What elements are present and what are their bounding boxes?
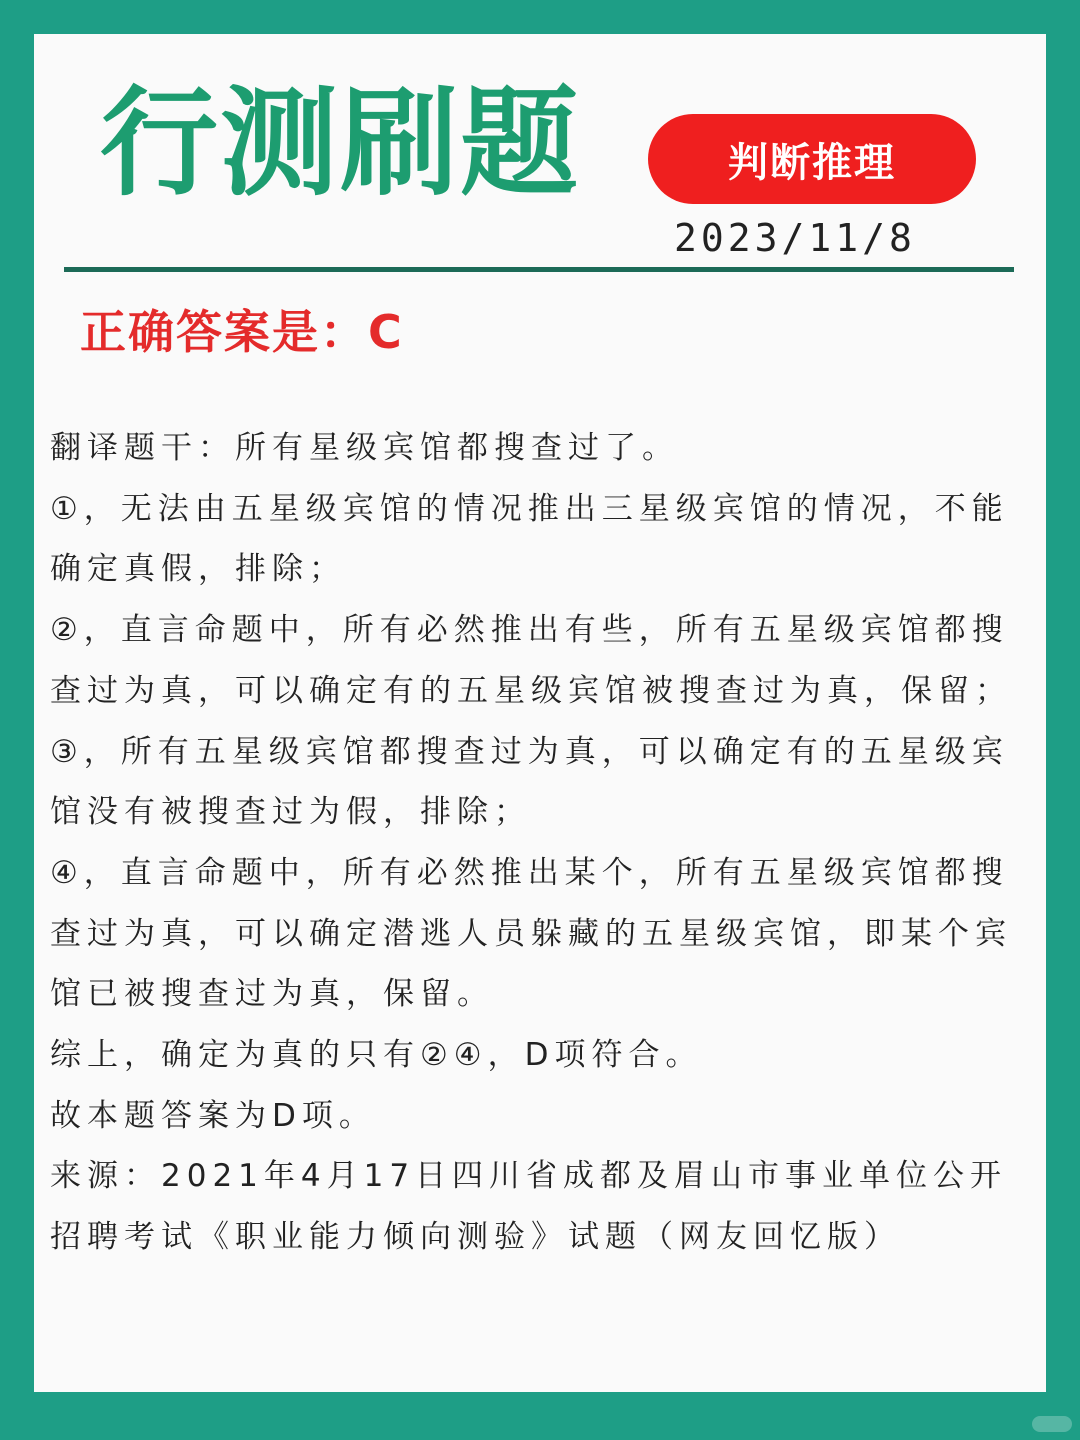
explanation-paragraph: ③，所有五星级宾馆都搜查过为真，可以确定有的五星级宾馆没有被搜查过为假，排除；: [50, 733, 1009, 831]
explanation-paragraph: 综上，确定为真的只有②④，D项符合。: [50, 1037, 703, 1074]
correct-answer: 正确答案是：C: [80, 305, 404, 359]
page-title: 行测刷题: [100, 74, 581, 212]
explanation-paragraph: 故本题答案为D项。: [50, 1097, 376, 1134]
post-date: 2023/11/8: [674, 216, 916, 260]
explanation-paragraph: ①，无法由五星级宾馆的情况推出三星级宾馆的情况，不能确定真假，排除；: [50, 490, 1009, 588]
explanation-paragraph: ④，直言命题中，所有必然推出某个，所有五星级宾馆都搜查过为真，可以确定潜逃人员躲藏的五星级宾馆，即某个宾馆已被搜查过为真，保留。: [50, 854, 1012, 1013]
watermark: [1032, 1416, 1072, 1432]
header-divider: [64, 267, 1014, 272]
explanation: [50, 418, 1044, 1268]
explanation-paragraph: ②，直言命题中，所有必然推出有些，所有五星级宾馆都搜查过为真，可以确定有的五星级宾馆被搜查过为真，保留；: [50, 612, 1012, 709]
explanation-paragraph: 来源：2021年4月17日四川省成都及眉山市事业单位公开招聘考试《职业能力倾向测验》试题（网友回忆版）: [50, 1158, 1008, 1256]
category-badge: 判断推理: [648, 114, 976, 204]
explanation-paragraph: 翻译题干：所有星级宾馆都搜查过了。: [50, 430, 679, 466]
content-card: [34, 34, 1046, 1392]
